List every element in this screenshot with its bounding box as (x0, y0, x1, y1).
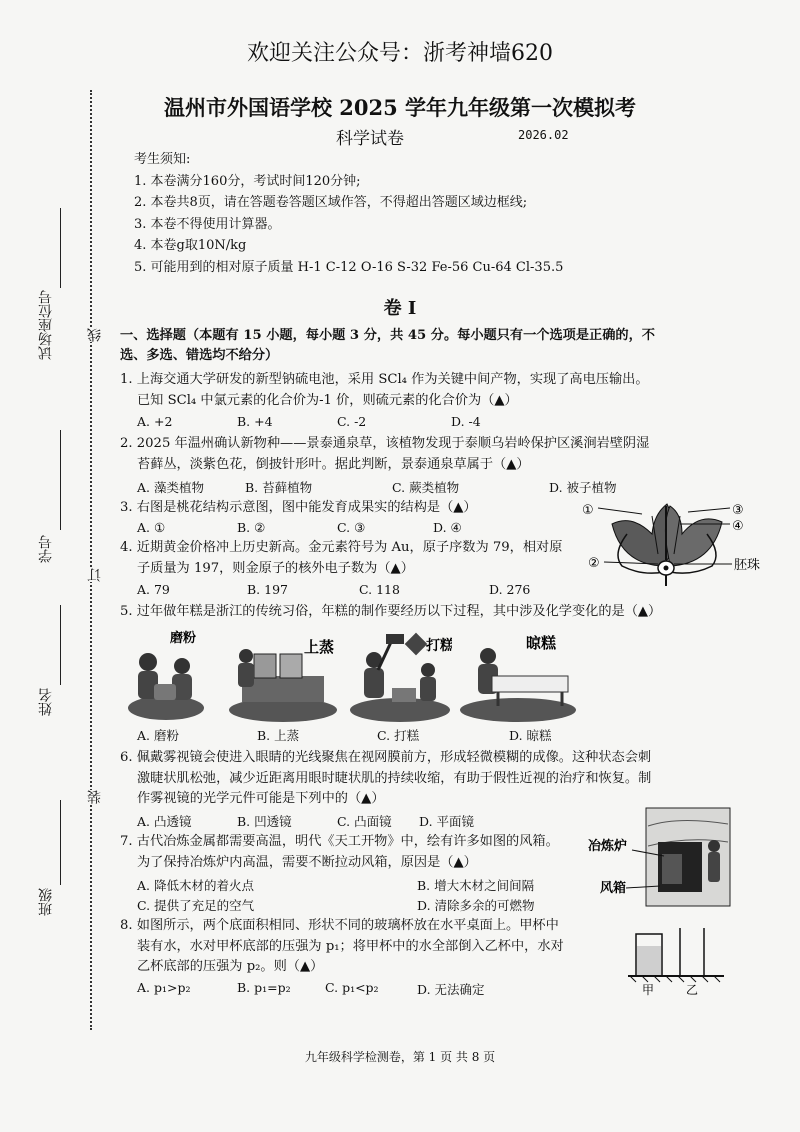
pic-caption: 晾糕 (526, 634, 557, 652)
cup-jia-label: 甲 (642, 983, 655, 996)
instructions-heading: 考生须知: (134, 152, 191, 167)
option: D. 晾糕 (509, 728, 552, 743)
student-id-write-line (60, 430, 61, 530)
page-footer: 九年级科学检测卷，第 1 页 共 8 页 (304, 1050, 496, 1064)
option: D. 平面镜 (419, 814, 475, 829)
rice-cake-picture-steaming (228, 626, 338, 722)
seat-number-label: 试场座位号 (38, 290, 54, 360)
question-text: 6. 佩戴雾视镜会使进入眼睛的光线聚焦在视网膜前方，形成轻微模糊的成像。这种状态会刺 (120, 750, 652, 765)
option: D. ④ (433, 520, 462, 535)
question-text: 已知 SCl₄ 中氯元素的化合价为-1 价，则硫元素的化合价为（▲） (137, 392, 518, 408)
leader-line (598, 508, 642, 514)
pic-caption: 磨粉 (170, 631, 197, 646)
binding-mark-zhuang: 装 (87, 790, 103, 804)
class-label: 班级 (38, 888, 54, 916)
rice-cake-picture-drying (458, 626, 578, 722)
binding-dotted-line (90, 90, 92, 1030)
seat-write-line (60, 208, 61, 288)
question-4 (120, 538, 562, 579)
exam-title: 温州市外国语学校 2025 学年九年级第一次模拟考 (163, 95, 637, 120)
option: A. 藻类植物 (137, 480, 204, 495)
question-1 (120, 370, 649, 411)
bellows-furnace-diagram (588, 806, 732, 908)
flower-label-4: ④ (732, 519, 744, 534)
exam-instructions (134, 149, 734, 278)
option: B. p₁=p₂ (237, 980, 291, 995)
instruction-item: 2. 本卷共8页，请在答题卷答题区域作答，不得超出答题区域边框线; (134, 195, 528, 210)
option: C. 打糕 (377, 728, 420, 743)
option: B. 增大木材之间间隔 (417, 878, 535, 893)
binding-mark-ding: 订 (87, 568, 103, 582)
peach-flower-diagram (582, 494, 772, 590)
binding-mark-xian: 线 (87, 328, 103, 342)
question-7 (120, 832, 559, 873)
question-text: 4. 近期黄金价格冲上历史新高。金元素符号为 Au，原子序数为 79，相对原 (120, 540, 563, 555)
option: A. ① (137, 520, 166, 535)
question-text: 装有水，水对甲杯底部的压强为 p₁；将甲杯中的水全部倒入乙杯中，水对 (137, 938, 564, 954)
instruction-item: 4. 本卷g取10N/kg (134, 238, 247, 253)
option: B. 197 (247, 582, 288, 597)
option: B. 苔藓植物 (245, 480, 313, 495)
option: C. 提供了充足的空气 (137, 898, 255, 913)
flower-label-3: ③ (732, 503, 744, 518)
option: C. 蕨类植物 (392, 480, 460, 495)
option: B. +4 (237, 414, 273, 429)
question-text: 激睫状肌松弛，减少近距离用眼时睫状肌的持续收缩，有助于假性近视的治疗和恢复。制 (137, 770, 652, 786)
option: C. 凸面镜 (337, 814, 392, 829)
drying-illustration (458, 626, 578, 722)
question-text: 苔藓丛，淡紫色花，倒披针形叶。据此判断，景泰通泉草属于（▲） (137, 456, 530, 472)
pounding-illustration (348, 626, 452, 722)
student-name-label: 姓名 (38, 688, 54, 716)
flower-label-ovule: 胚珠 (734, 558, 761, 573)
option: D. 清除多余的可燃物 (417, 898, 535, 913)
section-heading (120, 326, 780, 366)
page-header: 欢迎关注公众号：浙考神墙620 (247, 41, 553, 66)
pic-caption: 打糕 (426, 638, 452, 654)
option: A. +2 (137, 414, 173, 429)
furnace-label: 冶炼炉 (588, 839, 628, 854)
option: A. p₁>p₂ (137, 980, 191, 995)
instruction-item: 1. 本卷满分160分，考试时间120分钟; (134, 173, 361, 189)
steaming-illustration (228, 626, 338, 722)
class-write-line (60, 800, 61, 885)
bellows-label: 风箱 (600, 881, 627, 896)
question-8 (120, 916, 564, 978)
option: D. -4 (451, 414, 481, 429)
flower-label-1: ① (582, 503, 594, 518)
two-cups-diagram (624, 924, 728, 996)
question-text: 为了保持冶炼炉内高温，需要不断拉动风箱，原因是（▲） (137, 854, 477, 870)
option: A. 降低木材的着火点 (137, 878, 254, 893)
instruction-item: 5. 可能用到的相对原子质量 H-1 C-12 O-16 S-32 Fe-56 Cu-64 Cl-35.5 (134, 259, 564, 275)
exam-subtitle: 科学试卷 (336, 129, 404, 149)
volume-heading: 卷 I (383, 298, 417, 319)
question-text: 作雾视镜的光学元件可能是下列中的（▲） (137, 791, 385, 806)
student-id-label: 学号 (38, 535, 54, 563)
option: B. ② (237, 520, 266, 535)
flower-label-2: ② (588, 556, 600, 571)
option: D. 无法确定 (417, 982, 485, 997)
option: C. 118 (359, 582, 400, 597)
option: B. 凹透镜 (237, 814, 292, 829)
question-5 (120, 602, 661, 623)
flower-drawing (612, 504, 722, 586)
question-text: 子质量为 197，则金原子的核外电子数为（▲） (137, 560, 414, 576)
question-text: 3. 右图是桃花结构示意图，图中能发育成果实的结构是（▲） (120, 500, 477, 515)
cup-yi-label: 乙 (686, 983, 699, 996)
rice-cake-picture-grinding (126, 626, 206, 722)
option: C. p₁<p₂ (325, 980, 379, 995)
option: A. 凸透镜 (137, 814, 192, 829)
question-2 (120, 434, 649, 475)
water-in-cup-jia (637, 946, 661, 975)
question-text: 2. 2025 年温州确认新物种——景泰通泉草，该植物发现于泰顺乌岩岭保护区溪涧岩壁阴湿 (120, 436, 650, 451)
option: A. 79 (137, 582, 170, 597)
question-text: 5. 过年做年糕是浙江的传统习俗，年糕的制作要经历以下过程，其中涉及化学变化的是（▲） (120, 604, 662, 619)
grinding-illustration (126, 626, 206, 722)
option: C. -2 (337, 414, 367, 429)
option: D. 276 (489, 582, 531, 597)
section-heading-line: 选、多选、错选均不给分） (120, 348, 279, 363)
instruction-item: 3. 本卷不得使用计算器。 (134, 216, 281, 232)
option: D. 被子植物 (549, 480, 617, 495)
question-3 (120, 498, 477, 519)
option: B. 上蒸 (257, 728, 300, 743)
question-text: 7. 古代冶炼金属都需要高温，明代《天工开物》中，绘有许多如图的风箱。 (120, 834, 559, 849)
question-text: 乙杯底部的压强为 p₂。则（▲） (137, 959, 324, 974)
option: C. ③ (337, 520, 366, 535)
question-text: 8. 如图所示，两个底面积相同、形状不同的玻璃杯放在水平桌面上。甲杯中 (120, 918, 559, 933)
name-write-line (60, 605, 61, 685)
pic-caption: 上蒸 (304, 638, 335, 656)
exam-date: 2026.02 (518, 128, 569, 142)
question-text: 1. 上海交通大学研发的新型钠硫电池，采用 SCl₄ 作为关键中间产物，实现了高电压输出。 (120, 372, 649, 387)
leader-line (688, 508, 730, 512)
section-heading-line: 一、选择题（本题有 15 小题，每小题 3 分，共 45 分。每小题只有一个选项是正确的，不 (120, 328, 655, 343)
rice-cake-picture-pounding (348, 626, 452, 722)
question-6 (120, 748, 651, 810)
option: A. 磨粉 (137, 728, 179, 743)
